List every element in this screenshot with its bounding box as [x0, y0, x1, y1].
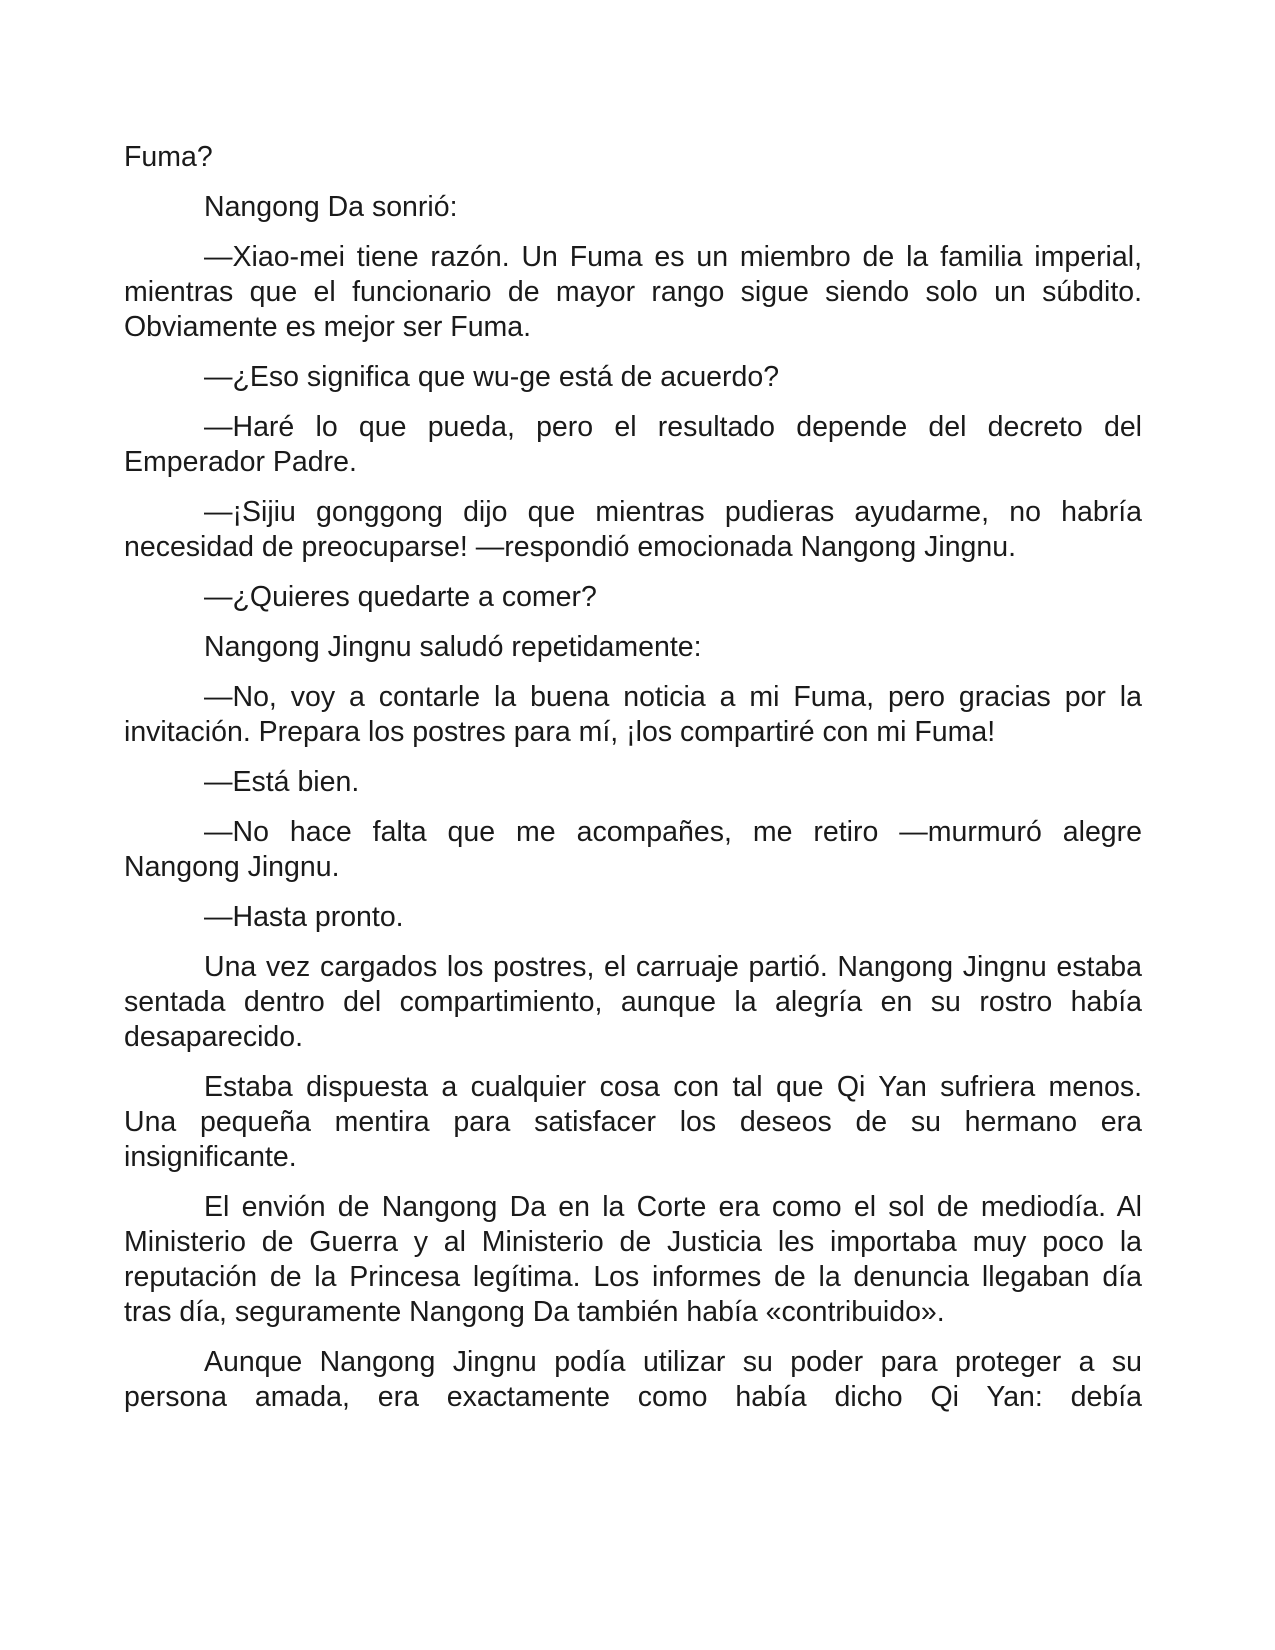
paragraph: —Hasta pronto. — [204, 901, 404, 933]
paragraph: —¿Quieres quedarte a comer? — [204, 581, 597, 613]
paragraph: Una vez cargados los postres, el carruaje partió. Nangong Jingnu estaba sentada dentro del compartimiento, aunque la alegría en su rostro había desaparecido. — [124, 951, 1142, 1053]
paragraph-continuation: Fuma? — [124, 141, 213, 173]
paragraph: —¡Sijiu gonggong dijo que mientras pudieras ayudarme, no habría necesidad de preocuparse! —respondió emocionada Nangong Jingnu. — [124, 496, 1142, 563]
paragraph: Nangong Da sonrió: — [204, 191, 458, 223]
paragraph: Estaba dispuesta a cualquier cosa con tal que Qi Yan sufriera menos. Una pequeña mentira para satisfacer los deseos de su hermano era insignificante. — [124, 1071, 1142, 1173]
document-page — [124, 140, 1142, 1430]
paragraph: —Xiao-mei tiene razón. Un Fuma es un miembro de la familia imperial, mientras que el funcionario de mayor rango sigue siendo solo un súbdito. Obviamente es mejor ser Fuma. — [124, 241, 1142, 343]
paragraph: El envión de Nangong Da en la Corte era como el sol de mediodía. Al Ministerio de Guerra y al Ministerio de Justicia les importaba muy poco la reputación de la Princesa legítima. Los informes de la denuncia llegaban día tras día, seguramente Nangong Da también había «contribuido». — [124, 1191, 1142, 1328]
paragraph: —No hace falta que me acompañes, me retiro —murmuró alegre Nangong Jingnu. — [124, 816, 1142, 883]
paragraph: —Haré lo que pueda, pero el resultado depende del decreto del Emperador Padre. — [124, 411, 1142, 478]
paragraph: —No, voy a contarle la buena noticia a mi Fuma, pero gracias por la invitación. Prepara los postres para mí, ¡los compartiré con mi Fuma! — [124, 681, 1142, 748]
paragraph-continued: Aunque Nangong Jingnu podía utilizar su poder para proteger a su persona amada, era exactamente como había dicho Qi Yan: debía — [124, 1346, 1142, 1413]
paragraph: —Está bien. — [204, 766, 360, 798]
paragraph: Nangong Jingnu saludó repetidamente: — [204, 631, 702, 663]
paragraph: —¿Eso significa que wu-ge está de acuerdo? — [204, 361, 780, 393]
